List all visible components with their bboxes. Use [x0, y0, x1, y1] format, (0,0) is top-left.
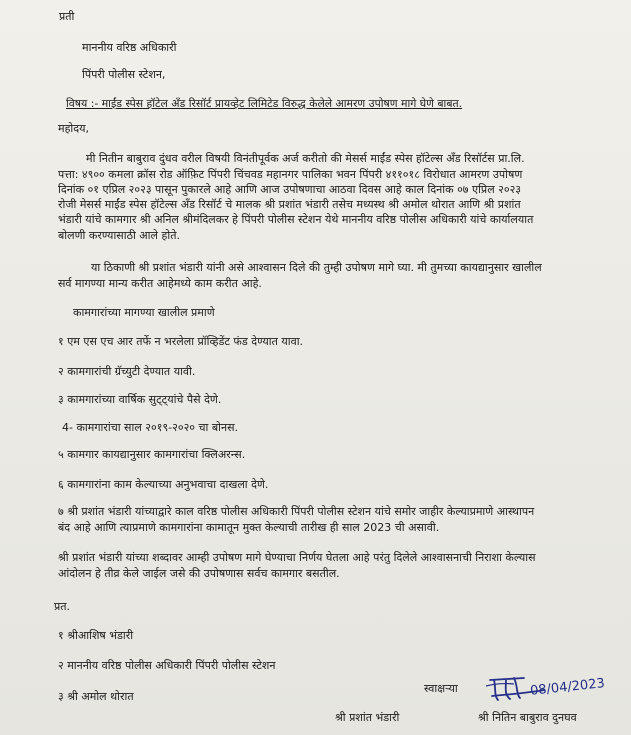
- para1-line: दिनांक ०१ एप्रिल २०२३ पासून पुकारले आहे आणि आज उपोषणाचा आठवा दिवस आहे काल दिनांक ०७ एप्रिल २०२३: [58, 183, 522, 196]
- para1-line: मी नितीन बाबुराव दुंधव वरील विषयी विनंतीपूर्वक अर्ज करीतो की मेसर्स माईंड स्पेस हॉटेल्स अँड रिसॉर्टस प्रा.लि.: [86, 152, 525, 165]
- para3-line: आंदोलन हे तीव्र केले जाईल जसे की उपोषणास सर्वच कामगार बसतील.: [58, 567, 340, 580]
- signatory-left: श्री प्रशांत भंडारी: [335, 711, 400, 724]
- subject-line: विषय :- माईंड स्पेस हॉटेल अँड रिसॉर्ट प्रायव्हेट लिमिटेड विरुद्ध केलेले आमरण उपोषण मागे घेणे बाबत.: [66, 97, 463, 110]
- para1-line: रोजी मेसर्स माईंड स्पेस हॉटेल्स अँड रिसॉर्ट चे मालक श्री प्रशांत भंडारी तसेच मध्यस्थ श्री अमोल थोरात आणि श्री प्रशांत: [58, 198, 521, 211]
- copy-item: १ श्रीआशिष भंडारी: [58, 629, 134, 642]
- addressee-line2: पिंपरी पोलीस स्टेशन,: [82, 68, 166, 81]
- signature-date: 08/04/2023: [529, 676, 606, 699]
- para1-line: पत्ता: ४९०० कमला क्रॉस रोड ऑफ़िट पिंपरी चिंचवड महानगर पालिका भवन पिंपरी ४११०१८ विरोधात आमरण उपोषण: [58, 168, 523, 181]
- copy-item: ३ श्री अमोल थोरात: [58, 690, 134, 703]
- demand-item: 4- कामगारांचा साल २०१९-२०२० चा बोनस.: [62, 421, 239, 434]
- demand7-line: बंद आहे आणि त्याप्रमाणे कामगारांना कामातून मुक्त केल्याची तारीख ही साल 2023 ची असावी.: [58, 521, 440, 534]
- demand-item: १ एम एस एच आर तर्फे न भरलेला प्रॉव्हिडेंट फंड देण्यात यावा.: [58, 335, 304, 348]
- demand7-line: ७ श्री प्रशांत भंडारी यांच्याद्वारे काल वरिष्ठ पोलीस अधिकारी पिंपरी पोलीस स्टेशन यांचे समोर जाहीर केल्याप्रमाणे आस्थापन: [58, 505, 535, 518]
- demand-item: ६ कामगारांना काम केल्याच्या अनुभवाचा दाखला देणे.: [58, 478, 269, 491]
- copy-item: २ माननीय वरिष्ठ पोलीस अधिकारी पिंपरी पोलीस स्टेशन: [58, 659, 276, 672]
- demand-item: २ कामगारांची ग्रॅच्युटी देण्यात यावी.: [58, 365, 196, 378]
- copy-label: प्रत.: [54, 600, 71, 613]
- para2-line: सर्व मागण्या मान्य करीत आहेमध्ये काम करीत आहे.: [58, 277, 262, 290]
- demand-item: ३ कामगारांच्या वार्षिक सुट्ट्यांचे पैसे देणे.: [58, 393, 222, 406]
- signatory-right: श्री नितिन बाबुराव दुनघव: [478, 711, 577, 724]
- para2-line: या ठिकाणी श्री प्रशांत भंडारी यांनी असे आश्वासन दिले की तुम्ही उपोषण मागे घ्या. मी तुमच्या कायद्यानुसार खालील: [91, 261, 542, 274]
- para1-line: बोलणी करण्यासाठी आले होते.: [58, 229, 180, 242]
- para1-line: भंडारी यांचे कामगार श्री अनिल श्रीमंदिलकर हे पिंपरी पोलीस स्टेशन येथे माननीय वरिष्ठ पोलीस अधिकारी यांचे कार्यालयात: [58, 213, 534, 226]
- signature-label: स्वाक्षऱ्या: [424, 682, 458, 695]
- addressee-line1: माननीय वरिष्ठ अधिकारी: [82, 41, 177, 54]
- para3-line: श्री प्रशांत भंडारी यांच्या शब्दावर आम्ही उपोषण मागे घेण्याचा निर्णय घेतला आहे परंतु दिलेले आश्वासनाची निराशा केल्यास: [58, 551, 536, 564]
- demands-heading: कामगारांच्या मागण्या खालील प्रमाणे: [73, 306, 215, 319]
- salutation: महोदय,: [58, 122, 89, 135]
- demand-item: ५ कामगार कायद्यानुसार कामगारांचा क्लिअरन्स.: [58, 448, 246, 461]
- to-label: प्रती: [59, 10, 75, 23]
